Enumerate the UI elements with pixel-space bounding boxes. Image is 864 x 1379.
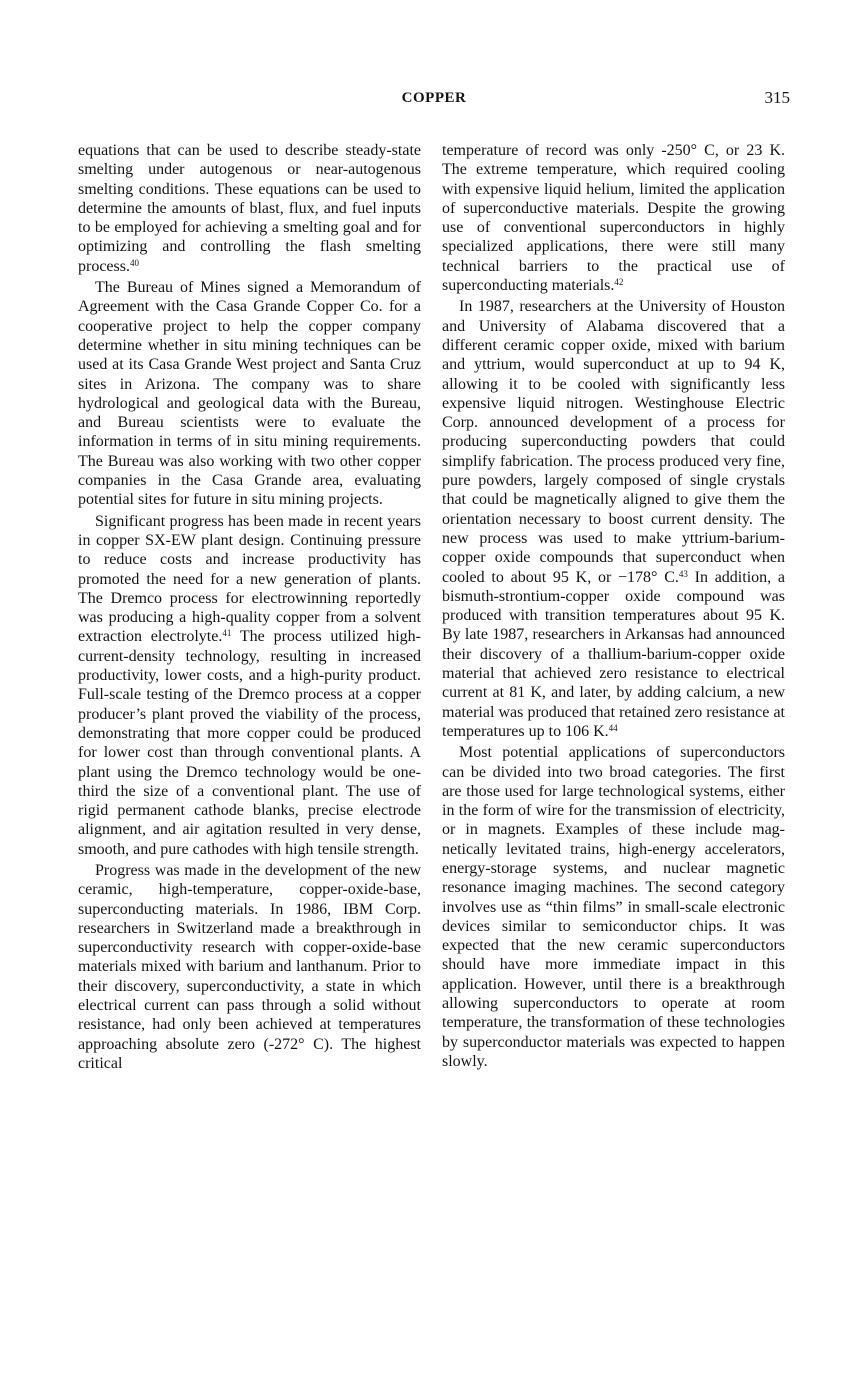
paragraph-text: The Bureau of Mines signed a Memorandum of Agreement with the Casa Grande Copper Co. for a cooperative project to help the copper company determine whether in situ mining techniques can be used at its Casa Grande West project and Santa Cruz sites in Arizona. The company was to share hydrological and geological data with the Bureau, and Bureau scientists were to evaluate the information in terms of in situ mining requirements. The Bureau was also working with two other copper companies in the Casa Grande area, evaluating potential sites for future in situ mining projects. [78, 279, 421, 509]
footnote-ref[interactable]: 43 [678, 568, 688, 579]
paragraph [78, 512, 421, 859]
paragraph-text: Progress was made in the development of the new ceramic, high-temperature, copper-oxide-base, superconducting materials. In 1986, IBM Corp. researchers in Switzerland made a breakthrough in superconductivity research with copper-oxide-base materials mixed with barium and lanthanum. Prior to their discovery, superconductivity, a state in which electrical current can pass through a solid without resistance, had only been achieved at temperatures approaching absolute zero (-272° C). The highest critical [78, 861, 421, 1072]
right-column [442, 141, 785, 1071]
paragraph-text: Most potential applications of superconductors can be divided into two broad categories. The first are those used for large technological systems, either in the form of wire for the transmission of electricity, or in magnets. Examples of these include magnetically levitated trains, high-energy accelerators, energy-storage systems, and nuclear magnetic resonance imaging machines. The second category involves use as “thin films” in small-scale electronic devices similar to semiconductor chips. It was expected that the new ceramic superconductors should have more immediate impact in this application. However, until there is a breakthrough allowing superconductors to operate at room temperature, the transformation of these technologies by superconductor materials was expected to happen slowly. [442, 744, 785, 1070]
footnote-ref[interactable]: 41 [222, 628, 232, 639]
paragraph-text: Significant progress has been made in recent years in copper SX-EW plant design. Continuing pressure to reduce costs and increase productivity has promoted the need for a new generation of plants. The Dremco process for electrowinning reportedly was producing a high-quality copper from a solvent extraction electrolyte. [78, 512, 421, 646]
paragraph [442, 141, 785, 295]
paragraph [78, 141, 421, 276]
paragraph [78, 278, 421, 510]
paragraph [78, 861, 421, 1073]
footnote-ref[interactable]: 42 [614, 277, 624, 288]
page-header [78, 90, 790, 116]
paragraph-text: In addition, a bismuth-strontium-copper oxide compound was produced with transition temperatures about 95 K. By late 1987, researchers in Arkansas had announced their discovery of a thallium-barium-copper oxide material that achieved zero resistance to electrical current at 81 K, and later, by adding calcium, a new material was produced that retained zero resistance at temperatures up to 106 K. [442, 568, 785, 740]
paragraph-text: In 1987, researchers at the University of Houston and University of Alabama discovered that a different ceramic copper oxide, mixed with barium and yttrium, would superconduct at up to 94 K, allowing it to be cooled with significantly less expensive liquid nitrogen. Westinghouse Electric Corp. announced development of a process for producing superconducting powders that could simplify fabrication. The process produced very fine, pure powders, largely composed of single crystals that could be magnetically aligned to give them the orientation necessary to boost current density. The new process was used to make yttrium-barium-copper oxide compounds that superconduct when cooled to about 95 K, or −178° C. [442, 298, 785, 586]
running-head: COPPER [401, 90, 467, 106]
paragraph [442, 297, 785, 741]
paragraph [442, 743, 785, 1071]
left-column [78, 141, 421, 1073]
paragraph-text: temperature of record was only -250° C, or 23 K. The extreme temperature, which required cooling with expensive liquid helium, limited the application of superconductive materials. Despite the growing use of conventional superconductors in highly specialized applications, there were still many technical barriers to the practical use of superconducting materials. [442, 142, 785, 295]
page-number: 315 [764, 88, 790, 107]
paragraph-text: equations that can be used to describe steady-state smelting under autogenous or near-autogenous smelting conditions. These equations can be used to determine the amounts of blast, flux, and fuel inputs to be employed for achieving a smelting goal and for optimizing and controlling the flash smelting process. [78, 142, 421, 275]
footnote-ref[interactable]: 44 [608, 722, 618, 733]
footnote-ref[interactable]: 40 [129, 257, 139, 268]
paragraph-text: The process utilized high-current-density technology, resulting in increased productivity, lower costs, and a high-purity product. Full-scale testing of the Dremco process at a copper producer’s plant proved the viability of the process, demonstrating that more copper could be produced for lower cost than through conventional plants. A plant using the Dremco technology would be one-third the size of a conventional plant. The use of rigid permanent cathode blanks, precise electrode alignment, and air agitation resulted in very dense, smooth, and pure cathodes with high tensile strength. [78, 628, 422, 858]
